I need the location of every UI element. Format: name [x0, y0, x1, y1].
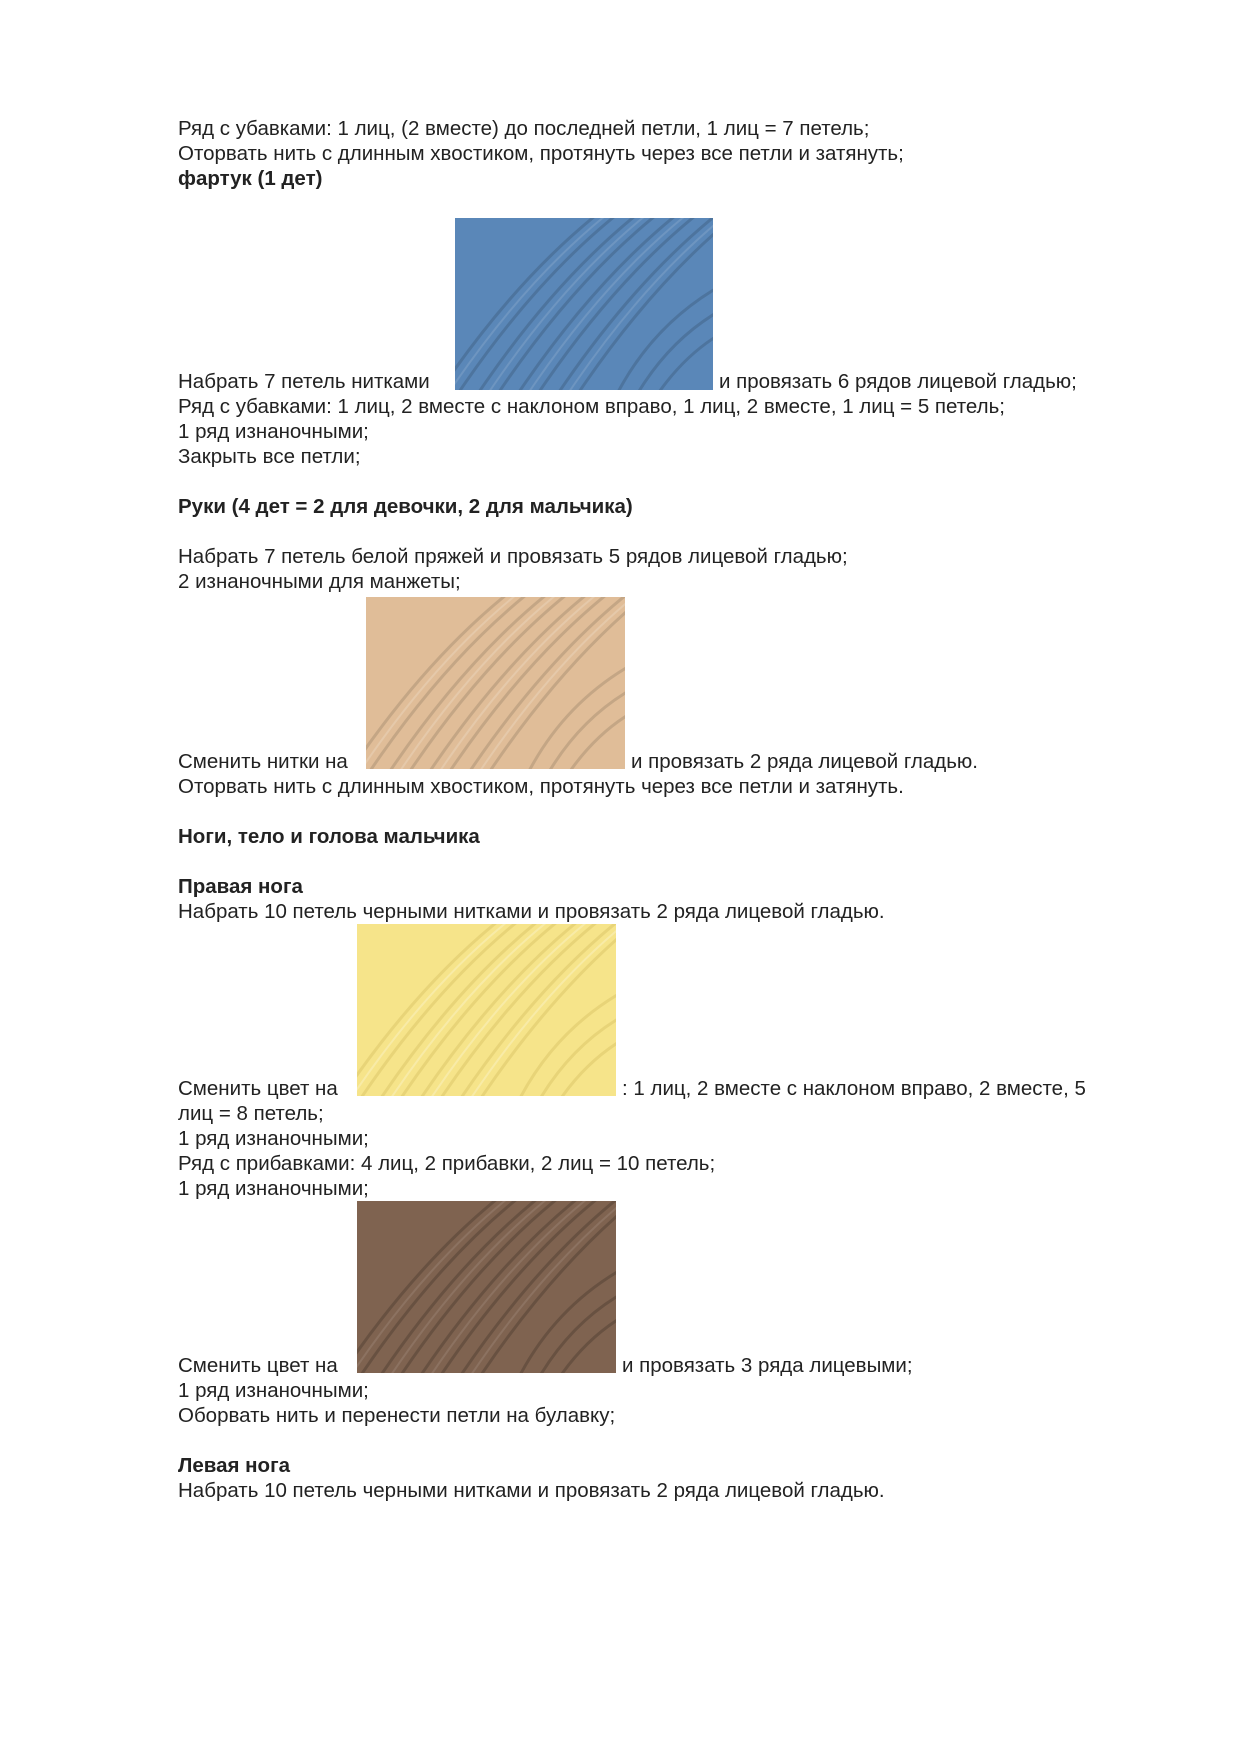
text-line: 1 ряд изнаночными; [178, 420, 369, 443]
text-line: Набрать 7 петель нитками [178, 370, 430, 393]
text-line: Сменить нитки на [178, 750, 348, 773]
text-line: и провязать 3 ряда лицевыми; [622, 1354, 913, 1377]
yarn-swatch-brown-image [357, 1201, 616, 1373]
text-line: и провязать 2 ряда лицевой гладью. [631, 750, 978, 773]
section-heading-left-leg: Левая нога [178, 1454, 291, 1477]
text-line: Ряд с убавками: 1 лиц, 2 вместе с наклоном вправо, 1 лиц, 2 вместе, 1 лиц = 5 петель; [178, 395, 1005, 418]
text-line: и провязать 6 рядов лицевой гладью; [719, 370, 1077, 393]
text-line: Ряд с убавками: 1 лиц, (2 вместе) до последней петли, 1 лиц = 7 петель; [178, 117, 870, 140]
text-line: 1 ряд изнаночными; [178, 1379, 369, 1402]
yarn-swatch-brown [357, 1201, 616, 1373]
yarn-swatch-blue-image [455, 218, 713, 390]
text-line: лиц = 8 петель; [178, 1102, 324, 1125]
text-line: 1 ряд изнаночными; [178, 1177, 369, 1200]
text-line: Ряд с прибавками: 4 лиц, 2 прибавки, 2 лиц = 10 петель; [178, 1152, 716, 1175]
text-line: 2 изнаночными для манжеты; [178, 570, 461, 593]
text-line: 1 ряд изнаночными; [178, 1127, 369, 1150]
section-heading-apron: фартук (1 дет) [178, 167, 323, 190]
section-heading-right-leg: Правая нога [178, 875, 303, 898]
text-line: Оборвать нить и перенести петли на булавку; [178, 1404, 616, 1427]
yarn-swatch-beige [366, 597, 625, 769]
text-line: Сменить цвет на [178, 1354, 338, 1377]
text-line: Набрать 10 петель черными нитками и провязать 2 ряда лицевой гладью. [178, 900, 885, 923]
text-line: Набрать 10 петель черными нитками и провязать 2 ряда лицевой гладью. [178, 1479, 885, 1502]
section-heading-boy: Ноги, тело и голова мальчика [178, 825, 480, 848]
text-line: Набрать 7 петель белой пряжей и провязать 5 рядов лицевой гладью; [178, 545, 848, 568]
text-line: : 1 лиц, 2 вместе с наклоном вправо, 2 вместе, 5 [622, 1077, 1086, 1100]
yarn-swatch-yellow [357, 924, 616, 1096]
text-line: Оторвать нить с длинным хвостиком, протянуть через все петли и затянуть. [178, 775, 904, 798]
section-heading-arms: Руки (4 дет = 2 для девочки, 2 для мальчика) [178, 495, 633, 518]
text-line: Оторвать нить с длинным хвостиком, протянуть через все петли и затянуть; [178, 142, 904, 165]
yarn-swatch-beige-image [366, 597, 625, 769]
text-line: Сменить цвет на [178, 1077, 338, 1100]
text-line: Закрыть все петли; [178, 445, 361, 468]
yarn-swatch-yellow-image [357, 924, 616, 1096]
yarn-swatch-blue [455, 218, 713, 390]
